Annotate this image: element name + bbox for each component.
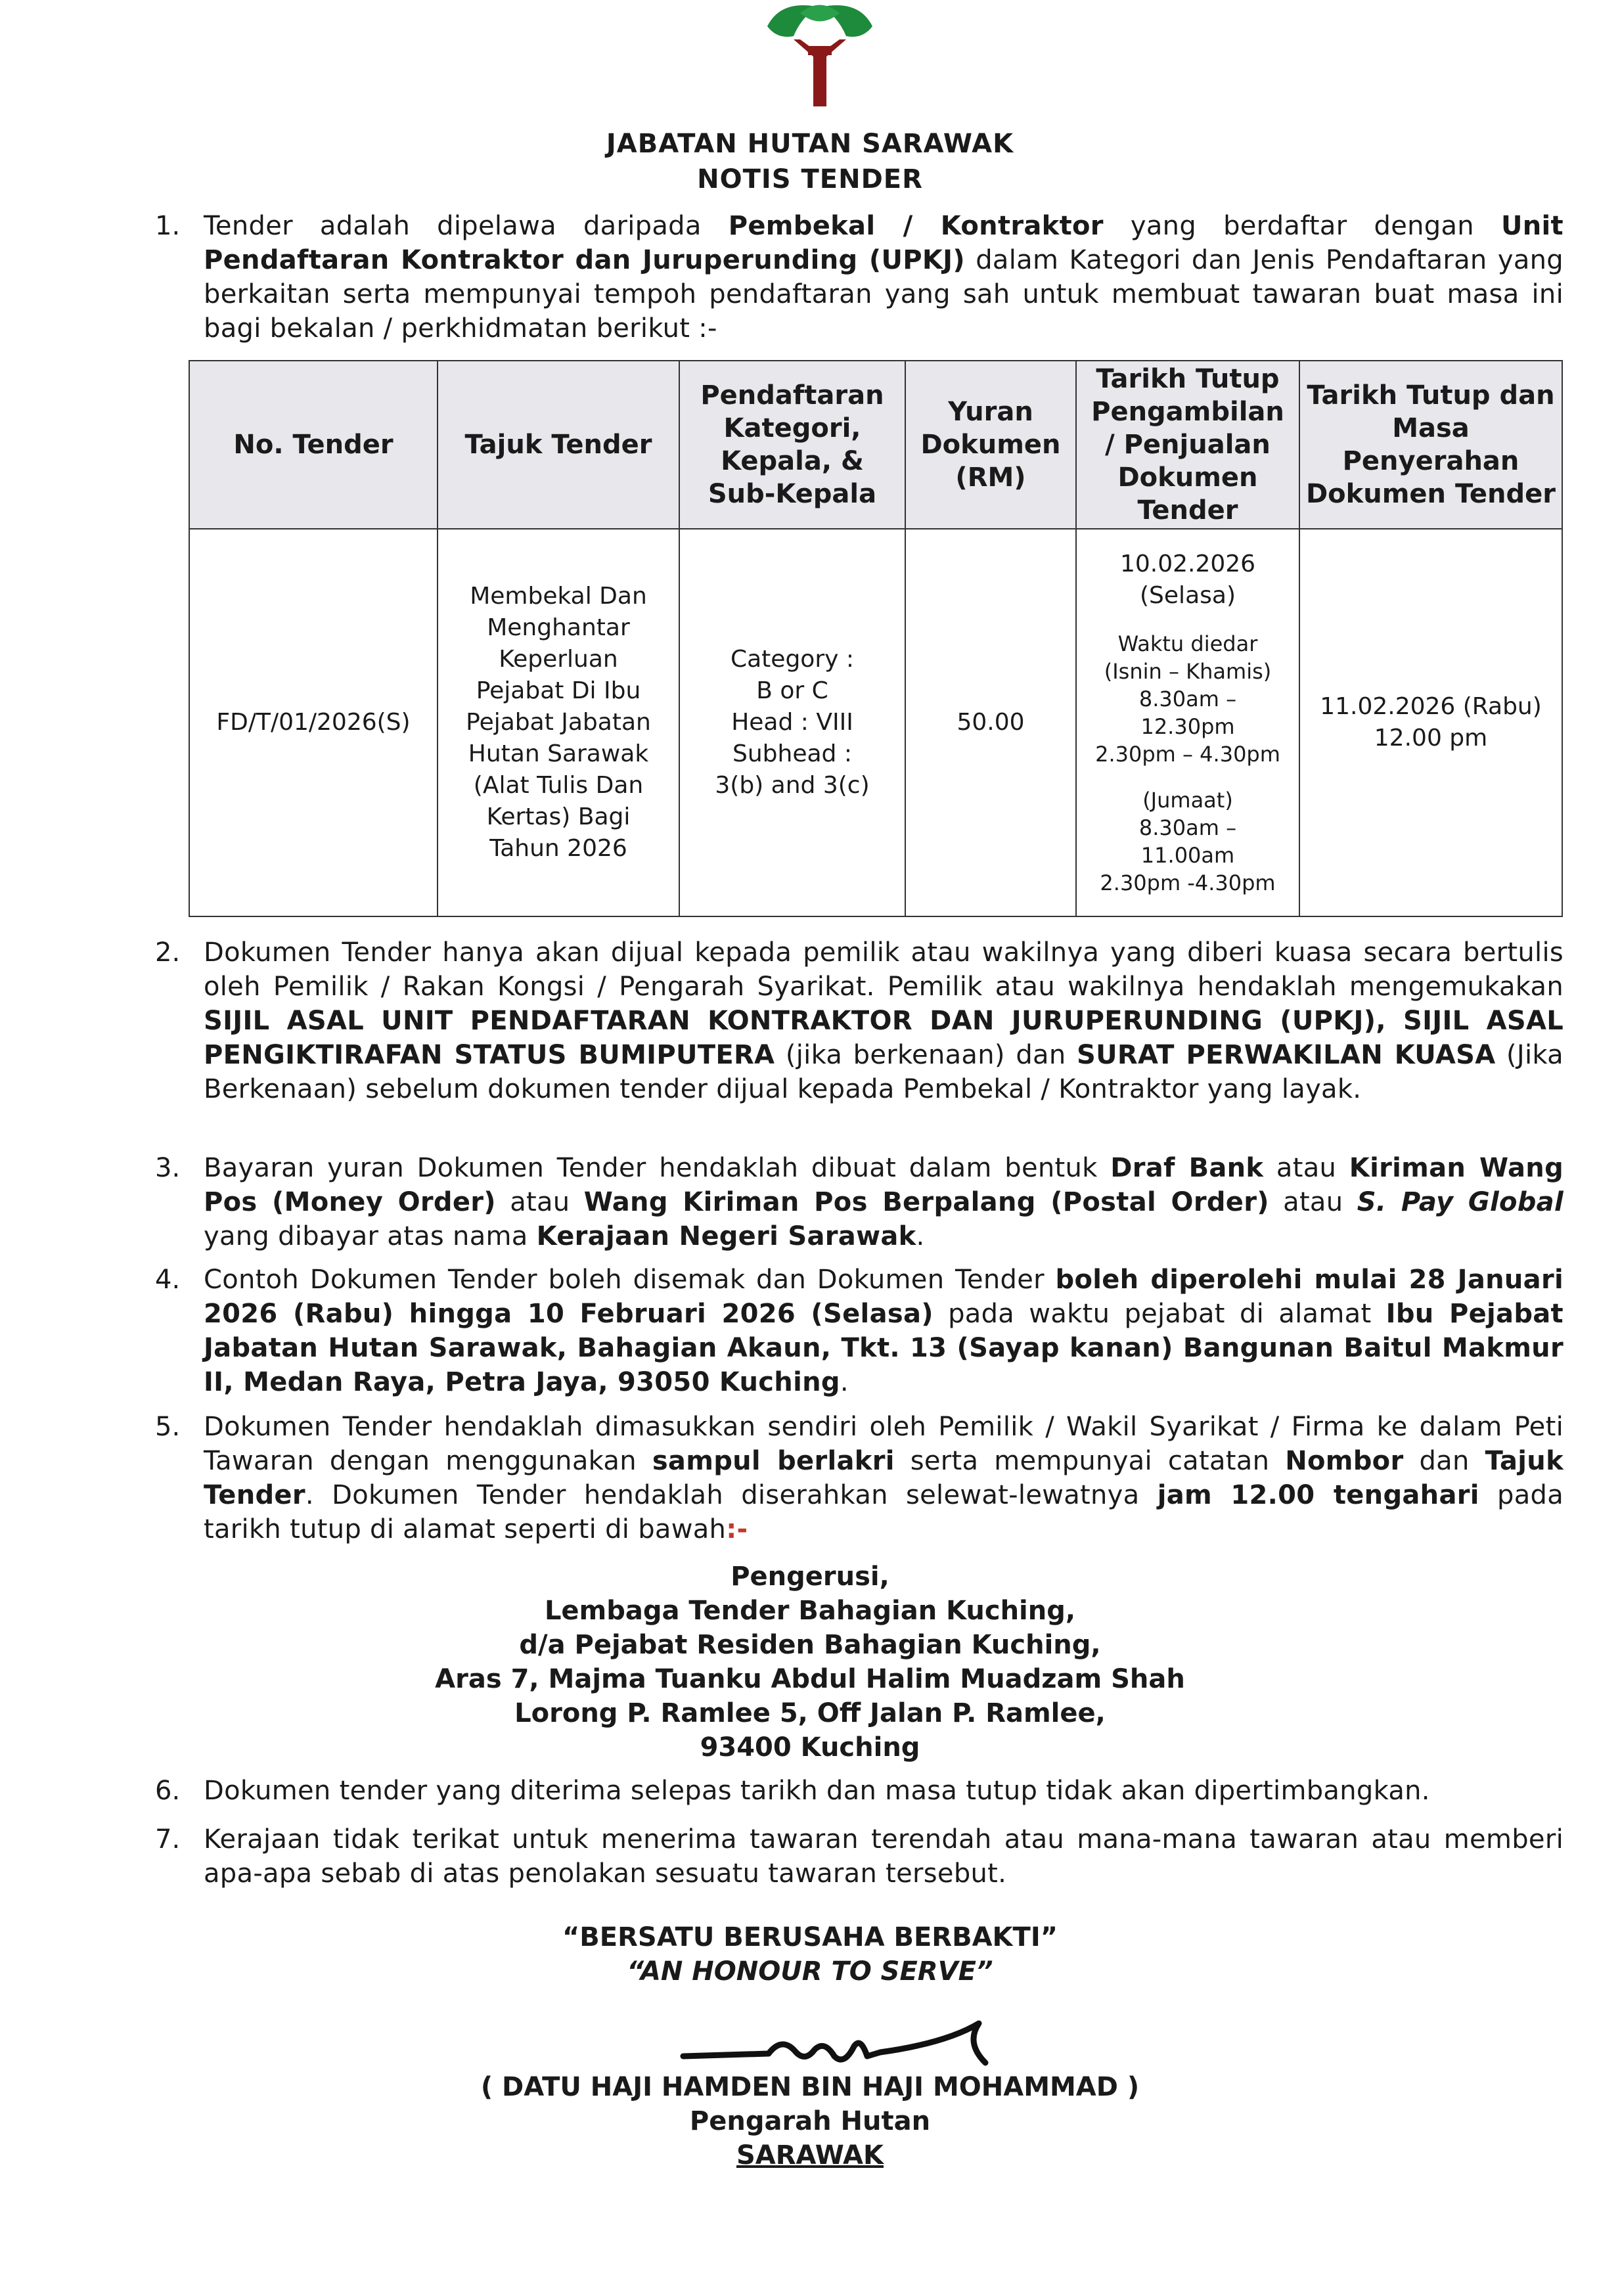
state-name: SARAWAK bbox=[736, 2140, 884, 2171]
address-line-3: d/a Pejabat Residen Bahagian Kuching, bbox=[519, 1630, 1101, 1660]
director-name: ( DATU HAJI HAMDEN BIN HAJI MOHAMMAD ) bbox=[480, 2072, 1140, 2102]
weekday-time-2: 12.30pm bbox=[1140, 714, 1235, 739]
tender-table bbox=[189, 360, 1563, 917]
weekday-time-1: 8.30am – bbox=[1138, 687, 1237, 711]
clause-4-number: 4. bbox=[155, 1265, 181, 1295]
cell-tajuk: Membekal Dan Menghantar Keperluan Pejabat Di Ibu Pejabat Jabatan Hutan Sarawak (Alat Tulis Dan Kertas) Bagi Tahun 2026 bbox=[438, 529, 679, 916]
clause-3: Bayaran yuran Dokumen Tender hendaklah dibuat dalam bentuk Draf Bank atau Kiriman Wang Pos (Money Order) atau Wang Kiriman Pos Berpalang (Postal Order) atau S. Pay Global yang dibayar atas nama Kerajaan Negeri Sarawak. bbox=[204, 1153, 1564, 1251]
col-header-pendaftaran: Pendaftaran Kategori, Kepala, & Sub-Kepala bbox=[679, 361, 905, 529]
submit-date: 11.02.2026 (Rabu) bbox=[1320, 693, 1542, 720]
cell-tutup-pengambilan bbox=[1076, 529, 1299, 916]
clause-5: Dokumen Tender hendaklah dimasukkan sendiri oleh Pemilik / Wakil Syarikat / Firma ke dalam Peti Tawaran dengan menggunakan sampul berlakri serta mempunyai catatan Nombor dan Tajuk Tender. Dokumen Tender hendaklah diserahkan selewat-lewatnya jam 12.00 tengahari pada tarikh tutup di alamat seperti di bawah:- bbox=[204, 1412, 1564, 1544]
weekday-label: (Isnin – Khamis) bbox=[1104, 659, 1272, 684]
table-header-row bbox=[189, 361, 1562, 529]
subhead-value: 3(b) and 3(c) bbox=[715, 772, 870, 799]
col-header-no: No. Tender bbox=[189, 361, 438, 529]
cell-tender-no: FD/T/01/2026(S) bbox=[189, 529, 438, 916]
clause-1: Tender adalah dipelawa daripada Pembekal / Kontraktor yang berdaftar dengan Unit Pendaftaran Kontraktor dan Juruperunding (UPKJ) dalam Kategori dan Jenis Pendaftaran yang berkaitan serta mempunyai tempoh pendaftaran yang sah untuk membuat tawaran buat masa ini bagi bekalan / perkhidmatan berikut :- bbox=[204, 211, 1564, 344]
close-date: 10.02.2026 bbox=[1119, 551, 1256, 577]
address-line-2: Lembaga Tender Bahagian Kuching, bbox=[544, 1596, 1076, 1626]
director-position: Pengarah Hutan bbox=[689, 2106, 931, 2136]
table-row bbox=[189, 529, 1562, 916]
clause-5-number: 5. bbox=[155, 1412, 181, 1442]
clause-6: Dokumen tender yang diterima selepas tarikh dan masa tutup tidak akan dipertimbangkan. bbox=[204, 1776, 1430, 1806]
clause-2: Dokumen Tender hanya akan dijual kepada pemilik atau wakilnya yang diberi kuasa secara bertulis oleh Pemilik / Rakan Kongsi / Pengarah Syarikat. Pemilik atau wakilnya hendaklah mengemukakan SIJIL ASAL UNIT PENDAFTARAN KONTRAKTOR DAN JURUPERUNDING (UPKJ), SIJIL ASAL PENGIKTIRAFAN STATUS BUMIPUTERA (jika berkenaan) dan SURAT PERWAKILAN KUASA (Jika Berkenaan) sebelum dokumen tender dijual kepada Pembekal / Kontraktor yang layak. bbox=[204, 937, 1564, 1104]
clause-3-number: 3. bbox=[155, 1153, 181, 1183]
friday-time-3: 2.30pm -4.30pm bbox=[1100, 870, 1276, 895]
clause-6-number: 6. bbox=[155, 1776, 181, 1806]
motto-malay: “BERSATU BERUSAHA BERBAKTI” bbox=[562, 1922, 1058, 1952]
col-header-tutup-penyerahan: Tarikh Tutup dan Masa Penyerahan Dokumen Tender bbox=[1299, 361, 1562, 529]
clause-4: Contoh Dokumen Tender boleh disemak dan Dokumen Tender boleh diperolehi mulai 28 Januari 2026 (Rabu) hingga 10 Februari 2026 (Selasa) pada waktu pejabat di alamat Ibu Pejabat Jabatan Hutan Sarawak, Bahagian Akaun, Tkt. 13 (Sayap kanan) Bangunan Baitul Makmur II, Medan Raya, Petra Jaya, 93050 Kuching. bbox=[204, 1265, 1564, 1397]
cell-pendaftaran bbox=[679, 529, 905, 916]
clause-7-number: 7. bbox=[155, 1824, 181, 1855]
clause-7: Kerajaan tidak terikat untuk menerima tawaran terendah atau mana-mana tawaran atau memberi apa-apa sebab di atas penolakan sesuatu tawaran tersebut. bbox=[204, 1824, 1564, 1889]
head-value: Head : VIII bbox=[731, 709, 853, 736]
waktu-label: Waktu diedar bbox=[1117, 631, 1258, 656]
cell-yuran: 50.00 bbox=[905, 529, 1076, 916]
address-line-1: Pengerusi, bbox=[731, 1562, 889, 1592]
state-line-wrapper bbox=[0, 2139, 1620, 2172]
friday-time-1: 8.30am – bbox=[1138, 815, 1237, 840]
address-line-5: Lorong P. Ramlee 5, Off Jalan P. Ramlee, bbox=[514, 1698, 1106, 1728]
col-header-tajuk: Tajuk Tender bbox=[438, 361, 679, 529]
col-header-tutup-pengambilan: Tarikh Tutup Pengambilan / Penjualan Dokumen Tender bbox=[1076, 361, 1299, 529]
clause-2-number: 2. bbox=[155, 937, 181, 968]
cell-tutup-penyerahan bbox=[1299, 529, 1562, 916]
category-label: Category : bbox=[730, 646, 854, 673]
motto-english: “AN HONOUR TO SERVE” bbox=[627, 1956, 993, 1987]
address-line-6: 93400 Kuching bbox=[700, 1732, 920, 1763]
department-name: JABATAN HUTAN SARAWAK bbox=[606, 129, 1014, 159]
notice-title: NOTIS TENDER bbox=[697, 164, 923, 194]
address-line-4: Aras 7, Majma Tuanku Abdul Halim Muadzam Shah bbox=[435, 1664, 1185, 1694]
friday-label: (Jumaat) bbox=[1142, 788, 1233, 813]
friday-time-2: 11.00am bbox=[1140, 843, 1235, 868]
subhead-label: Subhead : bbox=[732, 740, 852, 767]
close-day: (Selasa) bbox=[1140, 582, 1236, 609]
col-header-yuran: Yuran Dokumen (RM) bbox=[905, 361, 1076, 529]
category-value: B or C bbox=[756, 677, 828, 704]
forest-department-logo-icon bbox=[754, 0, 886, 112]
clause-1-number: 1. bbox=[155, 211, 181, 241]
weekday-time-3: 2.30pm – 4.30pm bbox=[1095, 742, 1280, 767]
submit-time: 12.00 pm bbox=[1374, 725, 1488, 752]
